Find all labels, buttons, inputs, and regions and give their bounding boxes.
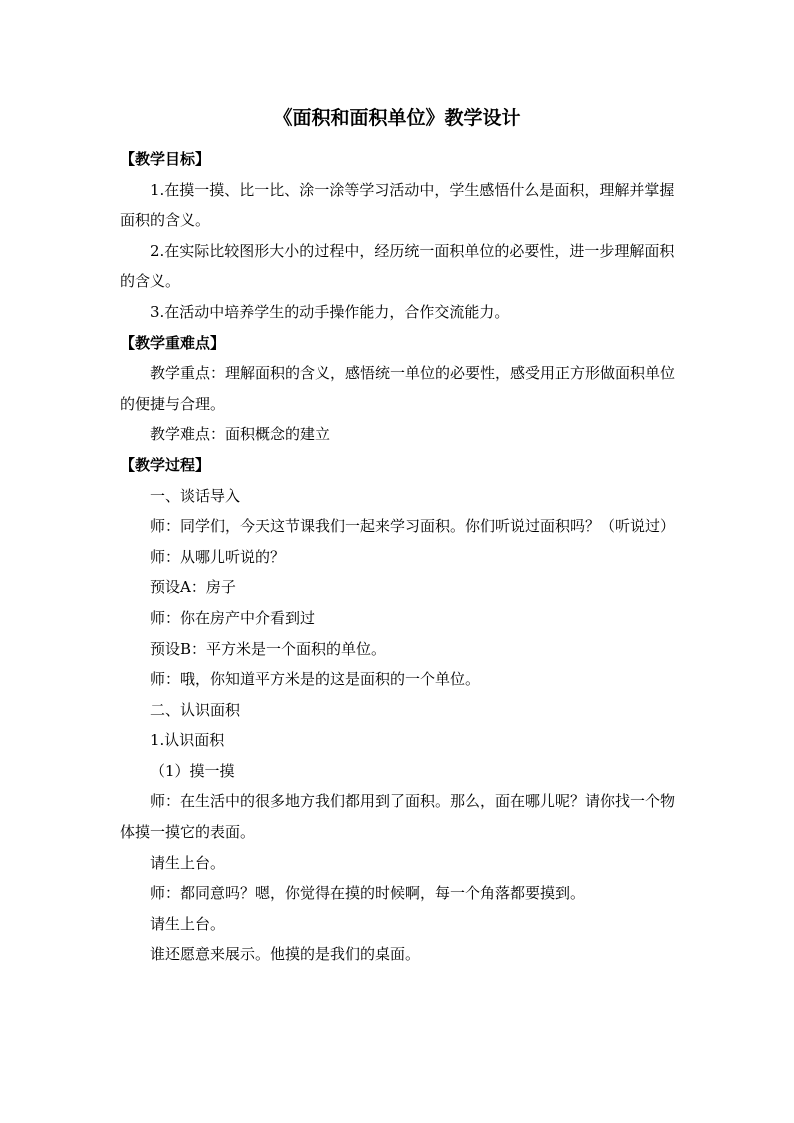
paragraph: 1.在摸一摸、比一比、涂一涂等学习活动中，学生感悟什么是面积，理解并掌握面积的含义。 <box>120 180 675 230</box>
paragraph: 师：在生活中的很多地方我们都用到了面积。那么，面在哪儿呢？请你找一个物体摸一摸它的表面。 <box>120 792 676 842</box>
section-heading-objectives: 【教学目标】 <box>120 150 211 168</box>
paragraph: 师：从哪儿听说的？ <box>150 547 286 566</box>
paragraph: 请生上台。 <box>150 853 226 872</box>
paragraph: 2.在实际比较图形大小的过程中，经历统一面积单位的必要性，进一步理解面积的含义。 <box>120 241 675 291</box>
paragraph: 师：同学们，今天这节课我们一起来学习面积。你们听说过面积吗？（听说过） <box>150 517 676 536</box>
paragraph: 教学重点：理解面积的含义，感悟统一单位的必要性，感受用正方形做面积单位的便捷与合理。 <box>120 364 676 413</box>
paragraph: 预设A：房子 <box>150 578 236 597</box>
paragraph: 二、认识面积 <box>150 700 241 719</box>
paragraph: 预设B：平方米是一个面积的单位。 <box>150 639 387 658</box>
paragraph: 请生上台。 <box>150 914 226 933</box>
section-heading-process: 【教学过程】 <box>120 455 211 474</box>
paragraph: 教学难点：面积概念的建立 <box>150 425 331 444</box>
document-body <box>120 144 680 970</box>
paragraph: 3.在活动中培养学生的动手操作能力，合作交流能力。 <box>150 302 510 321</box>
document-title: 《面积和面积单位》教学设计 <box>273 107 521 129</box>
paragraph: 谁还愿意来展示。他摸的是我们的桌面。 <box>150 945 421 964</box>
paragraph: （1）摸一摸 <box>150 761 235 780</box>
paragraph: 师：你在房产中介看到过 <box>150 608 316 627</box>
paragraph: 师：都同意吗？嗯，你觉得在摸的时候啊，每一个角落都要摸到。 <box>150 884 586 903</box>
paragraph: 1.认识面积 <box>150 731 225 750</box>
paragraph: 一、谈话导入 <box>150 486 241 505</box>
section-heading-key-points: 【教学重难点】 <box>120 333 226 352</box>
paragraph: 师：哦，你知道平方米是的这是面积的一个单位。 <box>150 670 481 689</box>
